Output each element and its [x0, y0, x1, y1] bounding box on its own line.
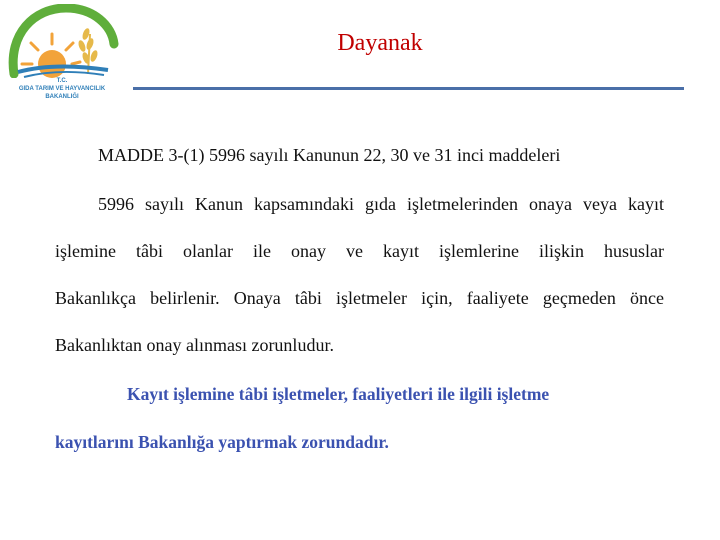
- logo-tc-text: T.C.: [56, 78, 68, 84]
- body-line-3: işlemine tâbi olanlar ile onay ve kayıt işlemlerine ilişkin hususlar: [55, 241, 664, 261]
- title-divider: [133, 87, 684, 90]
- highlight-line-1: Kayıt işlemine tâbi işletmeler, faaliyetleri ile ilgili işletme: [127, 384, 550, 404]
- body-line-5: Bakanlıktan onay alınması zorunludur.: [55, 335, 334, 355]
- ministry-logo: [4, 4, 120, 116]
- logo-ministry-name: GIDA TARIM VE HAYVANCILIK: [18, 86, 106, 92]
- logo-ministry-name-2: BAKANLIĞI: [45, 94, 79, 100]
- body-line-2: 5996 sayılı Kanun kapsamındaki gıda işletmelerinden onaya veya kayıt: [98, 194, 664, 214]
- page-title: Dayanak: [337, 30, 423, 56]
- body-line-4: Bakanlıkça belirlenir. Onaya tâbi işletmeler için, faaliyete geçmeden önce: [55, 288, 664, 308]
- article-heading-line: MADDE 3-(1) 5996 sayılı Kanunun 22, 30 ve 31 inci maddeleri: [98, 145, 561, 165]
- highlight-line-2: kayıtlarını Bakanlığa yaptırmak zorundadır.: [55, 432, 389, 452]
- logo-emblem-icon: [4, 4, 120, 78]
